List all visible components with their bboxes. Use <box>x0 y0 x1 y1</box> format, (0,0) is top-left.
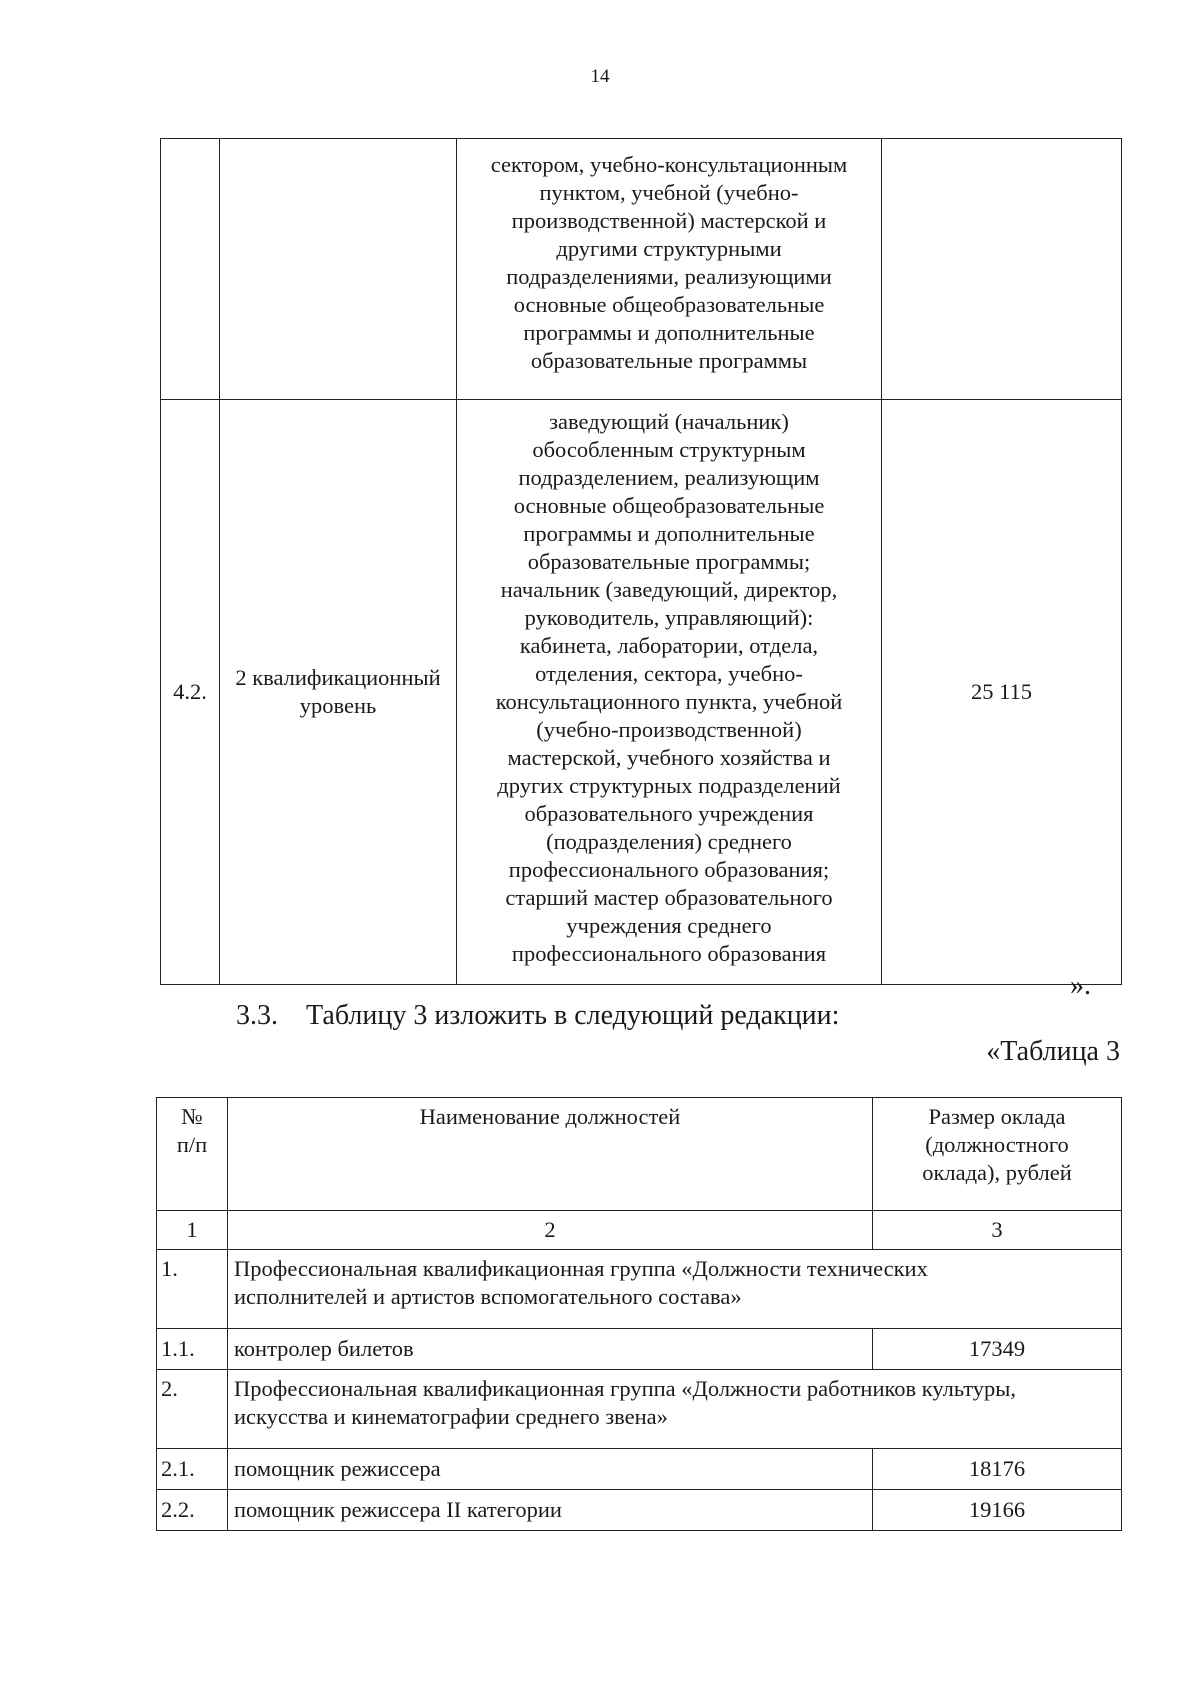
group-row <box>157 1250 1122 1329</box>
header-number-line: № <box>181 1104 203 1129</box>
table-row-4-2 <box>161 400 1122 985</box>
row-number-cell <box>161 139 220 400</box>
column-number-row <box>157 1211 1122 1250</box>
instruction-text: Таблицу 3 изложить в следующий редакции: <box>306 1000 840 1031</box>
positions-line: сектором, учебно-консультационным <box>490 152 848 177</box>
positions-line: основные общеобразовательные <box>513 292 825 317</box>
salary-cell: 25 115 <box>882 400 1122 985</box>
item-number: 2.2. <box>157 1490 228 1531</box>
salary-cell <box>882 139 1122 400</box>
group-number: 2. <box>157 1370 228 1449</box>
table-row-continuation <box>161 139 1122 400</box>
level-cell <box>220 139 457 400</box>
positions-line: (подразделения) среднего <box>546 829 792 854</box>
group-title-line: Профессиональная квалификационная группа «Должности работников культуры, <box>234 1376 1017 1401</box>
header-number <box>157 1098 228 1211</box>
item-salary: 18176 <box>873 1449 1122 1490</box>
level-cell <box>220 400 457 985</box>
item-salary: 19166 <box>873 1490 1122 1531</box>
positions-line: (учебно-производственной) <box>536 717 802 742</box>
positions-line: профессионального образования <box>511 941 827 966</box>
salary-table <box>156 1097 1122 1531</box>
item-name: помощник режиссера II категории <box>228 1490 873 1531</box>
group-title <box>228 1250 1122 1329</box>
column-number: 3 <box>873 1211 1122 1250</box>
table-row <box>157 1329 1122 1370</box>
page-number: 14 <box>590 66 610 87</box>
positions-cell <box>457 139 882 400</box>
header-salary-line: Размер оклада <box>928 1104 1066 1129</box>
positions-line: старший мастер образовательного <box>505 885 833 910</box>
item-name: помощник режиссера <box>228 1449 873 1490</box>
positions-line: заведующий (начальник) <box>549 409 789 434</box>
positions-line: профессионального образования; <box>508 857 830 882</box>
positions-cell <box>457 400 882 985</box>
table-row <box>157 1490 1122 1531</box>
positions-line: отделения, сектора, учебно- <box>535 661 803 686</box>
positions-line: пунктом, учебной (учебно- <box>539 180 799 205</box>
positions-line: производственной) мастерской и <box>511 208 827 233</box>
table-header-row <box>157 1098 1122 1211</box>
item-number: 1.1. <box>157 1329 228 1370</box>
header-name: Наименование должностей <box>228 1098 873 1211</box>
positions-line: обособленным структурным <box>532 437 806 462</box>
positions-line: основные общеобразовательные <box>513 493 825 518</box>
table-caption: «Таблица 3 <box>986 1036 1120 1067</box>
group-title-line: Профессиональная квалификационная группа «Должности технических <box>234 1256 928 1281</box>
positions-line: подразделениями, реализующими <box>506 264 832 289</box>
positions-line: руководитель, управляющий): <box>524 605 814 630</box>
row-number-cell: 4.2. <box>161 400 220 985</box>
group-number: 1. <box>157 1250 228 1329</box>
header-salary-line: (должностного <box>925 1132 1069 1157</box>
positions-line: кабинета, лаборатории, отдела, <box>519 633 819 658</box>
positions-line: образовательные программы <box>530 348 808 373</box>
positions-line: образовательные программы; <box>527 549 811 574</box>
item-number: 2.1. <box>157 1449 228 1490</box>
positions-line: начальник (заведующий, директор, <box>500 577 838 602</box>
positions-line: программы и дополнительные <box>523 320 815 345</box>
column-number: 2 <box>228 1211 873 1250</box>
positions-line: подразделением, реализующим <box>518 465 820 490</box>
instruction-paragraph <box>236 1000 839 1032</box>
group-title-line: исполнителей и артистов вспомогательного состава» <box>234 1284 742 1309</box>
level-line: уровень <box>299 693 377 718</box>
column-number: 1 <box>157 1211 228 1250</box>
item-name: контролер билетов <box>228 1329 873 1370</box>
table-row <box>157 1449 1122 1490</box>
group-title-line: искусства и кинематографии среднего звена» <box>234 1404 668 1429</box>
positions-line: учреждения среднего <box>566 913 772 938</box>
positions-line: мастерской, учебного хозяйства и <box>507 745 831 770</box>
positions-line: других структурных подразделений <box>497 773 841 798</box>
group-title <box>228 1370 1122 1449</box>
header-number-line: п/п <box>176 1132 208 1157</box>
positions-line: образовательного учреждения <box>524 801 814 826</box>
level-line: 2 квалификационный <box>235 665 441 690</box>
positions-line: другими структурными <box>556 236 782 261</box>
qualification-table <box>160 138 1122 985</box>
item-salary: 17349 <box>873 1329 1122 1370</box>
positions-line: программы и дополнительные <box>523 521 815 546</box>
instruction-number: 3.3. <box>236 1000 278 1031</box>
header-salary-line: оклада), рублей <box>922 1160 1072 1185</box>
header-salary <box>873 1098 1122 1211</box>
closing-quote: ». <box>1070 970 1091 1001</box>
group-row <box>157 1370 1122 1449</box>
positions-line: консультационного пункта, учебной <box>495 689 843 714</box>
